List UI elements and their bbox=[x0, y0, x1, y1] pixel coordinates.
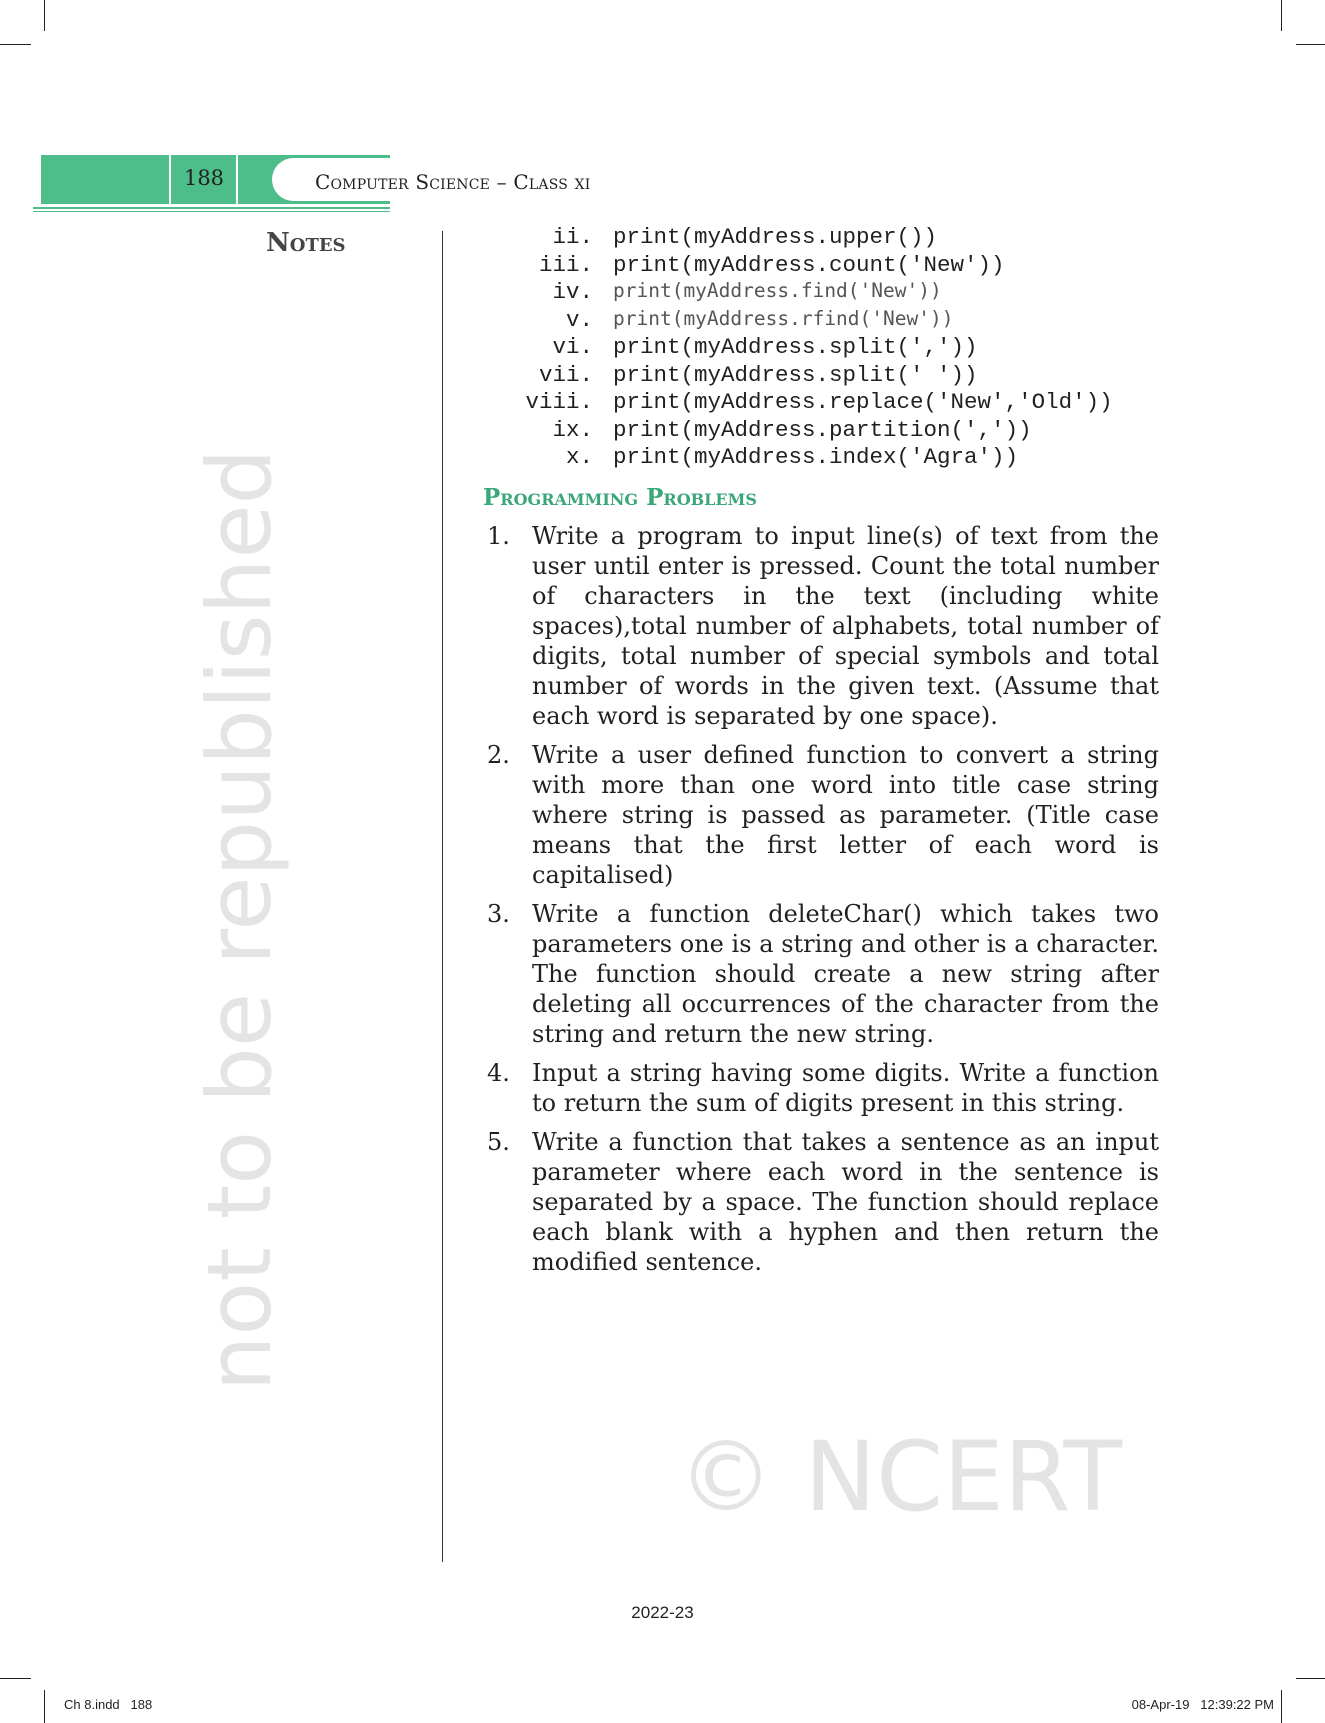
code-text: print(myAddress.partition(',')) bbox=[613, 416, 1032, 443]
code-listing bbox=[480, 224, 1113, 472]
code-text: print(myAddress.split(' ')) bbox=[613, 361, 978, 388]
item-number: 1. bbox=[487, 522, 510, 550]
crop-mark bbox=[1281, 1690, 1282, 1723]
list-item bbox=[487, 521, 1159, 731]
column-divider bbox=[442, 231, 443, 1562]
code-line bbox=[480, 252, 1113, 280]
crop-mark bbox=[44, 0, 45, 31]
watermark-line1: © NCERT bbox=[677, 1421, 1123, 1533]
section-heading: Programming Problems bbox=[483, 484, 757, 511]
header-rule bbox=[33, 207, 390, 209]
code-line bbox=[480, 444, 1113, 472]
item-text: Write a user defined function to convert a string with more than one word into title case string where string is passed as parameter. (Title case means that the first letter of each word is capitalised) bbox=[532, 741, 1159, 889]
crop-mark bbox=[1296, 1678, 1325, 1679]
item-number: 3. bbox=[487, 900, 510, 928]
header-rule bbox=[33, 211, 390, 212]
header-divider bbox=[169, 155, 171, 204]
crop-mark bbox=[0, 44, 31, 45]
code-label: vi. bbox=[552, 334, 593, 360]
code-label: iv. bbox=[552, 279, 593, 305]
code-text: print(myAddress.index('Agra')) bbox=[613, 444, 1019, 470]
item-number: 5. bbox=[487, 1128, 510, 1156]
item-number: 4. bbox=[487, 1059, 510, 1087]
item-text: Write a program to input line(s) of text from the user until enter is pressed. Count the total number of characters in the text (including white spaces),total number of alphabets, total number of digits, total number of special symbols and total number of words in the given text. (Assume that each word is separated by one space). bbox=[532, 522, 1159, 730]
list-item bbox=[487, 1127, 1159, 1277]
code-line bbox=[480, 362, 1113, 390]
item-text: Write a function that takes a sentence as an input parameter where each word in the sentence is separated by a space. The function should replace each blank with a hyphen and then return the modified sentence. bbox=[532, 1128, 1159, 1276]
watermark-line2: not to be republished bbox=[188, 448, 291, 1392]
code-text: print(myAddress.find('New')) bbox=[613, 279, 942, 302]
crop-mark bbox=[0, 1678, 31, 1679]
list-item bbox=[487, 899, 1159, 1049]
list-item bbox=[487, 1058, 1159, 1118]
code-text: print(myAddress.split(',')) bbox=[613, 334, 978, 360]
crop-mark bbox=[1281, 0, 1282, 31]
code-label: iii. bbox=[538, 251, 593, 278]
header-divider bbox=[236, 155, 238, 204]
code-label: x. bbox=[565, 444, 593, 470]
item-text: Write a function deleteChar() which takes two parameters one is a string and other is a character. The function should create a new string after deleting all occurrences of the character from the string and return the new string. bbox=[532, 900, 1159, 1048]
code-label: v. bbox=[565, 306, 593, 333]
code-line bbox=[480, 307, 1113, 335]
code-label: ii. bbox=[552, 224, 593, 250]
code-text: print(myAddress.upper()) bbox=[613, 224, 938, 250]
notes-label: Notes bbox=[266, 228, 346, 258]
code-label: viii. bbox=[525, 389, 593, 415]
file-slug: Ch 8.indd 188 bbox=[64, 1697, 153, 1712]
item-number: 2. bbox=[487, 741, 510, 769]
code-line bbox=[480, 389, 1113, 417]
list-item bbox=[487, 740, 1159, 890]
code-label: vii. bbox=[538, 361, 593, 388]
code-text: print(myAddress.rfind('New')) bbox=[613, 306, 954, 330]
code-label: ix. bbox=[552, 416, 593, 443]
code-line bbox=[480, 279, 1113, 307]
problem-list bbox=[487, 521, 1159, 1286]
print-timestamp: 08-Apr-19 12:39:22 PM bbox=[1131, 1697, 1274, 1712]
crop-mark bbox=[44, 1690, 45, 1723]
page-number: 188 bbox=[183, 166, 225, 190]
item-text: Input a string having some digits. Write a function to return the sum of digits present in this string. bbox=[532, 1059, 1159, 1117]
code-line bbox=[480, 334, 1113, 362]
code-text: print(myAddress.count('New')) bbox=[613, 251, 1005, 278]
code-text: print(myAddress.replace('New','Old')) bbox=[613, 389, 1113, 415]
edition-year: 2022-23 bbox=[631, 1603, 694, 1622]
crop-mark bbox=[1296, 44, 1325, 45]
book-title: Computer Science – Class xi bbox=[315, 170, 591, 194]
code-line bbox=[480, 417, 1113, 445]
code-line bbox=[480, 224, 1113, 252]
